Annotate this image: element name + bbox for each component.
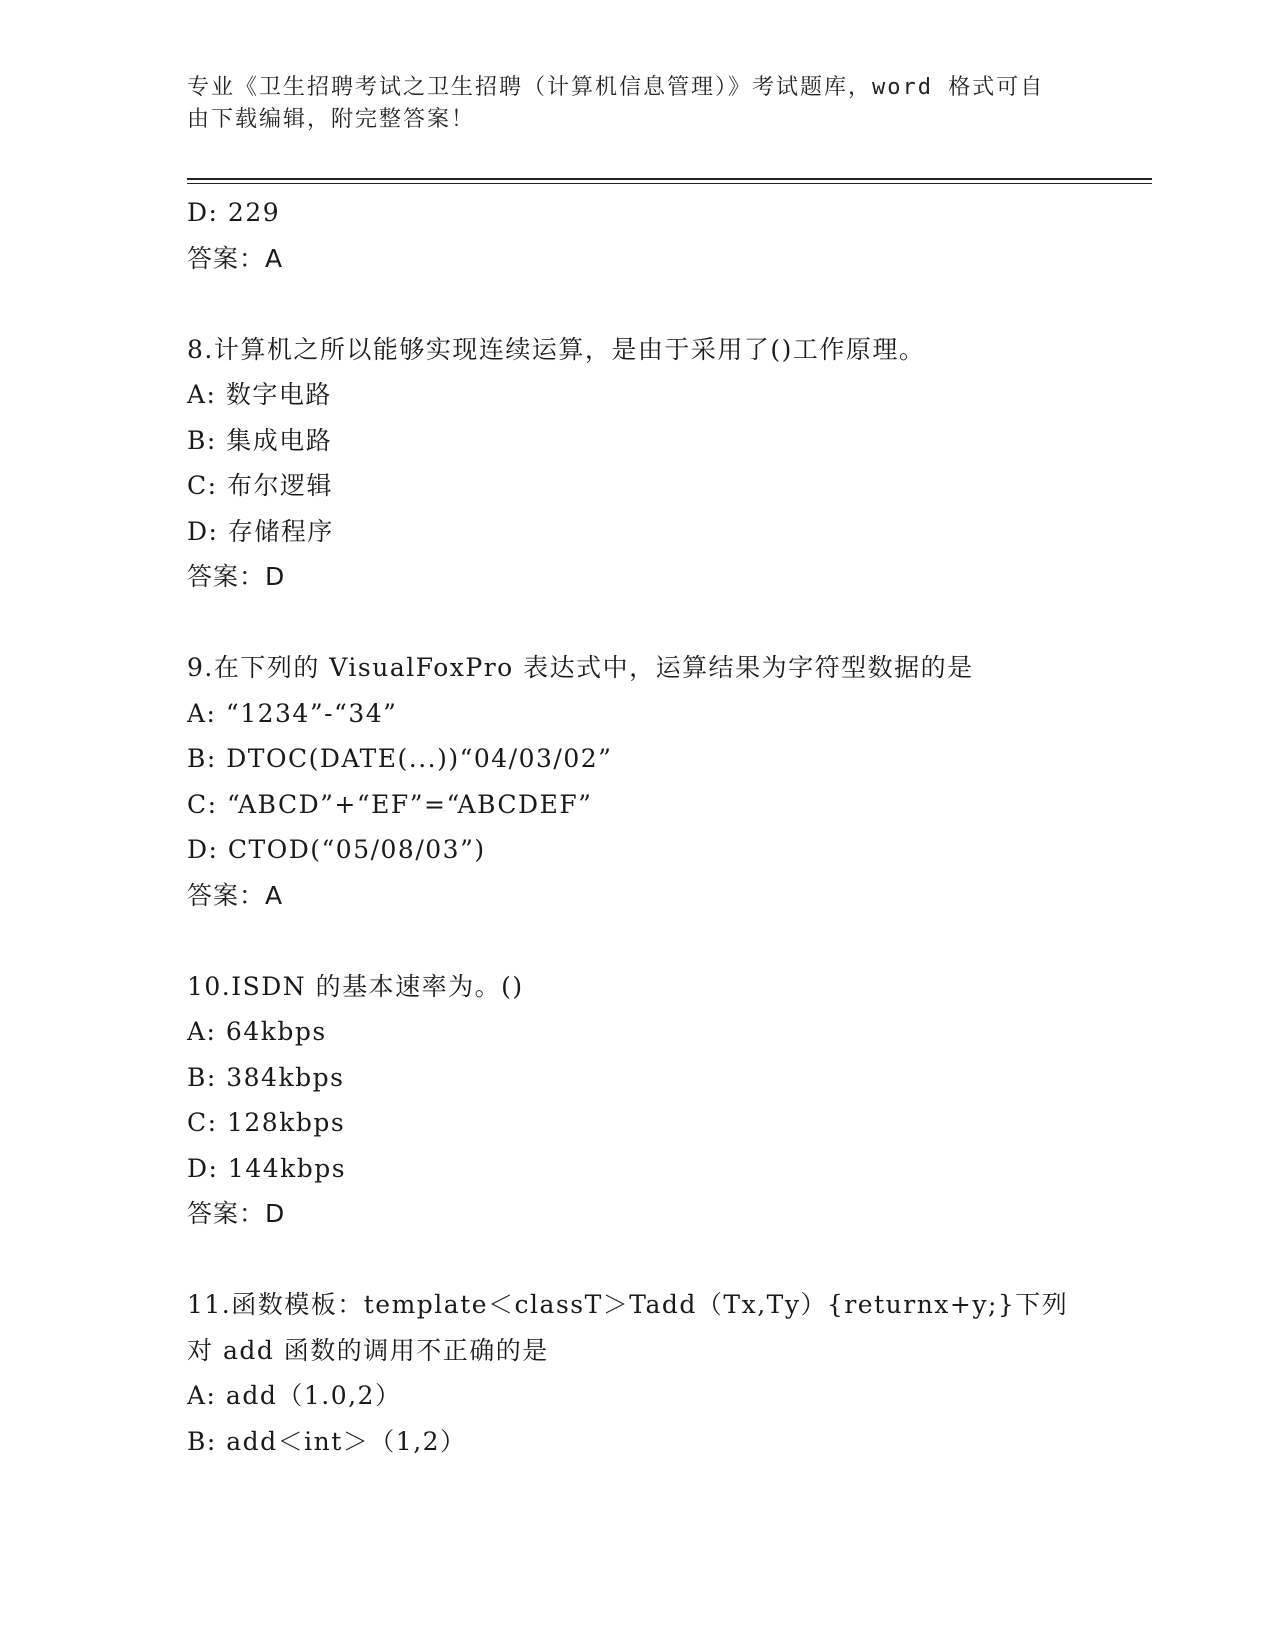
option-a: A: 数字电路 — [187, 380, 332, 409]
question-8 — [187, 327, 1067, 600]
option-b: B: 集成电路 — [187, 425, 333, 455]
document-header — [187, 72, 1067, 136]
question-stem: 10.ISDN 的基本速率为。() — [187, 971, 524, 1001]
answer: 答案：D — [187, 1199, 286, 1228]
header-line-1: 专业《卫生招聘考试之卫生招聘（计算机信息管理）》考试题库，word 格式可自 — [187, 75, 1045, 100]
answer: 答案：D — [187, 562, 286, 591]
option-c: C: 128kbps — [187, 1108, 346, 1137]
question-9 — [187, 645, 1067, 918]
question-stem: 9.在下列的 VisualFoxPro 表达式中，运算结果为字符型数据的是 — [187, 653, 974, 682]
option-b: B: add＜int＞（1,2） — [187, 1426, 467, 1456]
answer: 答案：A — [187, 880, 284, 910]
option-a: A: 64kbps — [187, 1017, 327, 1046]
header-divider-thin — [187, 183, 1152, 184]
header-line-2: 由下载编辑，附完整答案！ — [187, 107, 476, 132]
option-b: B: 384kbps — [187, 1062, 345, 1092]
option-d: D: 存储程序 — [187, 516, 334, 546]
prev-option-d: D: 229 — [187, 198, 281, 227]
question-stem: 8.计算机之所以能够实现连续运算，是由于采用了()工作原理。 — [187, 334, 926, 364]
option-c: C: “ABCD”+“EF”=“ABCDEF” — [187, 789, 593, 819]
spacer — [187, 918, 1067, 964]
spacer — [187, 600, 1067, 646]
question-10 — [187, 964, 1067, 1237]
spacer — [187, 1237, 1067, 1283]
option-b: B: DTOC(DATE(...))“04/03/02” — [187, 744, 613, 773]
option-a: A: “1234”-“34” — [187, 698, 398, 728]
option-c: C: 布尔逻辑 — [187, 471, 333, 500]
question-stem-line-2: 对 add 函数的调用不正确的是 — [187, 1335, 549, 1365]
question-list — [187, 190, 1067, 1464]
header-divider-thick — [187, 178, 1152, 180]
spacer — [187, 281, 1067, 327]
prev-answer: 答案：A — [187, 243, 284, 273]
question-11 — [187, 1282, 1067, 1464]
option-d: D: CTOD(“05/08/03”) — [187, 835, 486, 864]
option-a: A: add（1.0,2） — [187, 1381, 402, 1410]
option-d: D: 144kbps — [187, 1153, 347, 1183]
question-stem-line-1: 11.函数模板：template＜classT＞Tadd（Tx,Ty）{returnx+y;}下列 — [187, 1290, 1069, 1319]
